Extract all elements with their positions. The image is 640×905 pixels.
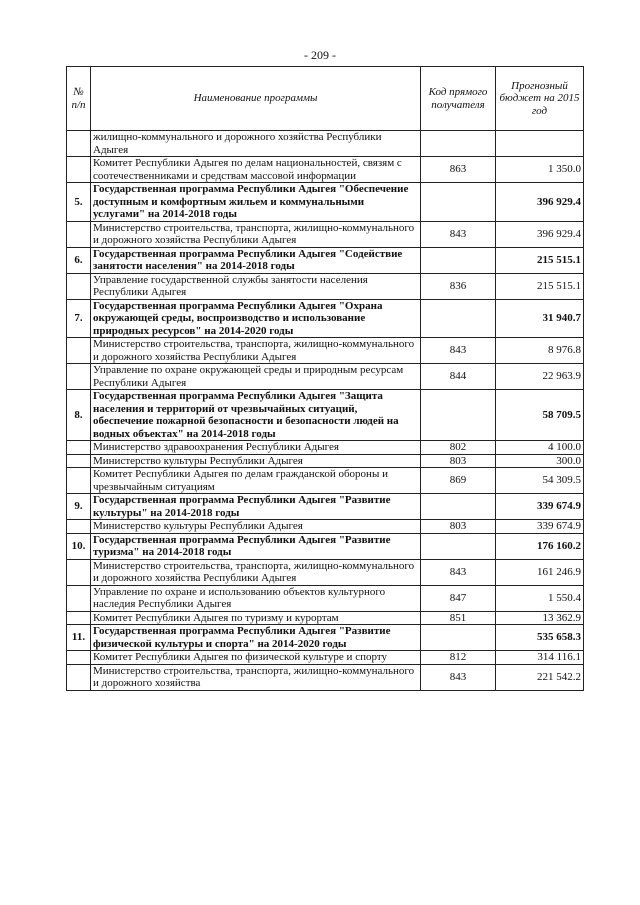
program-name-cell: Комитет Республики Адыгея по делам национальностей, связям с соотечественниками и средствам массовой информации [91, 157, 421, 183]
budget-amount-cell: 22 963.9 [496, 364, 584, 390]
row-number-cell [67, 454, 91, 468]
program-row [67, 183, 584, 222]
budget-amount-cell: 221 542.2 [496, 664, 584, 690]
row-number-cell [67, 468, 91, 494]
recipient-row [67, 664, 584, 690]
program-name-cell: Управление по охране и использованию объектов культурного наследия Республики Адыгея [91, 585, 421, 611]
page-number: - 209 - [304, 48, 336, 62]
recipient-row [67, 559, 584, 585]
program-name-cell: Государственная программа Республики Адыгея "Развитие туризма" на 2014-2018 годы [91, 533, 421, 559]
row-number-cell [67, 559, 91, 585]
budget-amount-cell: 54 309.5 [496, 468, 584, 494]
recipient-code-cell [421, 299, 496, 338]
program-row [67, 494, 584, 520]
row-number-cell [67, 520, 91, 534]
row-number-cell [67, 651, 91, 665]
budget-amount-cell: 396 929.4 [496, 183, 584, 222]
budget-amount-cell: 300.0 [496, 454, 584, 468]
recipient-code-cell: 802 [421, 441, 496, 455]
column-header-recipient-code: Код прямого получателя [421, 67, 496, 131]
recipient-code-cell: 843 [421, 338, 496, 364]
row-number-cell: 10. [67, 533, 91, 559]
recipient-row [67, 585, 584, 611]
row-number-cell [67, 585, 91, 611]
recipient-row [67, 651, 584, 665]
recipient-row [67, 454, 584, 468]
budget-amount-cell: 1 550.4 [496, 585, 584, 611]
column-header-number: № п/п [67, 67, 91, 131]
budget-amount-cell: 176 160.2 [496, 533, 584, 559]
recipient-row [67, 364, 584, 390]
budget-amount-cell: 13 362.9 [496, 611, 584, 625]
program-row [67, 625, 584, 651]
recipient-code-cell: 803 [421, 520, 496, 534]
row-number-cell [67, 364, 91, 390]
recipient-row [67, 157, 584, 183]
recipient-row [67, 221, 584, 247]
program-name-cell: Государственная программа Республики Адыгея "Обеспечение доступным и комфортным жильем и коммунальными услугами" на 2014-2018 годы [91, 183, 421, 222]
recipient-code-cell [421, 390, 496, 441]
row-number-cell [67, 441, 91, 455]
budget-amount-cell: 8 976.8 [496, 338, 584, 364]
row-number-cell [67, 157, 91, 183]
row-number-cell: 8. [67, 390, 91, 441]
recipient-code-cell: 844 [421, 364, 496, 390]
budget-amount-cell: 161 246.9 [496, 559, 584, 585]
row-number-cell [67, 338, 91, 364]
recipient-code-cell: 847 [421, 585, 496, 611]
recipient-row [67, 520, 584, 534]
program-row [67, 247, 584, 273]
budget-amount-cell: 314 116.1 [496, 651, 584, 665]
program-name-cell: Государственная программа Республики Адыгея "Содействие занятости населения" на 2014-2018 годы [91, 247, 421, 273]
program-name-cell: Государственная программа Республики Адыгея "Защита населения и территорий от чрезвычайных ситуаций, обеспечение пожарной безопасности и безопасности людей на водных объектах" на 2014-2018 годы [91, 390, 421, 441]
row-number-cell [67, 131, 91, 157]
recipient-row [67, 131, 584, 157]
table-body [67, 131, 584, 691]
program-name-cell: Государственная программа Республики Адыгея "Охрана окружающей среды, воспроизводство и использование природных ресурсов" на 2014-2020 годы [91, 299, 421, 338]
recipient-code-cell: 812 [421, 651, 496, 665]
budget-amount-cell: 1 350.0 [496, 157, 584, 183]
table-header-row [67, 67, 584, 131]
recipient-code-cell [421, 625, 496, 651]
program-name-cell: Государственная программа Республики Адыгея "Развитие культуры" на 2014-2018 годы [91, 494, 421, 520]
budget-amount-cell [496, 131, 584, 157]
program-name-cell: жилищно-коммунального и дорожного хозяйства Республики Адыгея [91, 131, 421, 157]
program-name-cell: Министерство строительства, транспорта, жилищно-коммунального и дорожного хозяйства Республики Адыгея [91, 559, 421, 585]
row-number-cell: 7. [67, 299, 91, 338]
recipient-code-cell: 803 [421, 454, 496, 468]
program-row [67, 533, 584, 559]
row-number-cell [67, 664, 91, 690]
recipient-row [67, 611, 584, 625]
program-name-cell: Министерство строительства, транспорта, жилищно-коммунального и дорожного хозяйства [91, 664, 421, 690]
row-number-cell: 11. [67, 625, 91, 651]
budget-amount-cell: 339 674.9 [496, 494, 584, 520]
budget-amount-cell: 215 515.1 [496, 273, 584, 299]
row-number-cell [67, 221, 91, 247]
recipient-code-cell [421, 131, 496, 157]
program-name-cell: Министерство строительства, транспорта, жилищно-коммунального и дорожного хозяйства Республики Адыгея [91, 338, 421, 364]
recipient-row [67, 338, 584, 364]
recipient-code-cell: 843 [421, 221, 496, 247]
row-number-cell: 9. [67, 494, 91, 520]
budget-amount-cell: 535 658.3 [496, 625, 584, 651]
recipient-code-cell [421, 533, 496, 559]
program-name-cell: Министерство культуры Республики Адыгея [91, 520, 421, 534]
recipient-code-cell: 869 [421, 468, 496, 494]
program-name-cell: Комитет Республики Адыгея по делам гражданской обороны и чрезвычайным ситуациям [91, 468, 421, 494]
row-number-cell: 5. [67, 183, 91, 222]
column-header-forecast-budget: Прогнозный бюджет на 2015 год [496, 67, 584, 131]
recipient-row [67, 468, 584, 494]
recipient-code-cell: 863 [421, 157, 496, 183]
budget-amount-cell: 339 674.9 [496, 520, 584, 534]
program-row [67, 390, 584, 441]
recipient-code-cell: 843 [421, 664, 496, 690]
recipient-code-cell [421, 247, 496, 273]
budget-table [66, 66, 584, 691]
program-name-cell: Комитет Республики Адыгея по туризму и курортам [91, 611, 421, 625]
program-name-cell: Управление по охране окружающей среды и природным ресурсам Республики Адыгея [91, 364, 421, 390]
program-name-cell: Министерство культуры Республики Адыгея [91, 454, 421, 468]
row-number-cell [67, 273, 91, 299]
budget-amount-cell: 4 100.0 [496, 441, 584, 455]
program-name-cell: Комитет Республики Адыгея по физической культуре и спорту [91, 651, 421, 665]
program-name-cell: Управление государственной службы занятости населения Республики Адыгея [91, 273, 421, 299]
program-name-cell: Министерство здравоохранения Республики Адыгея [91, 441, 421, 455]
row-number-cell: 6. [67, 247, 91, 273]
recipient-code-cell: 843 [421, 559, 496, 585]
recipient-row [67, 441, 584, 455]
row-number-cell [67, 611, 91, 625]
column-header-program-name: Наименование программы [91, 67, 421, 131]
recipient-code-cell [421, 494, 496, 520]
budget-amount-cell: 396 929.4 [496, 221, 584, 247]
program-name-cell: Министерство строительства, транспорта, жилищно-коммунального и дорожного хозяйства Республики Адыгея [91, 221, 421, 247]
budget-amount-cell: 215 515.1 [496, 247, 584, 273]
program-name-cell: Государственная программа Республики Адыгея "Развитие физической культуры и спорта" на 2014-2020 годы [91, 625, 421, 651]
recipient-row [67, 273, 584, 299]
budget-amount-cell: 58 709.5 [496, 390, 584, 441]
recipient-code-cell [421, 183, 496, 222]
recipient-code-cell: 851 [421, 611, 496, 625]
recipient-code-cell: 836 [421, 273, 496, 299]
program-row [67, 299, 584, 338]
budget-amount-cell: 31 940.7 [496, 299, 584, 338]
